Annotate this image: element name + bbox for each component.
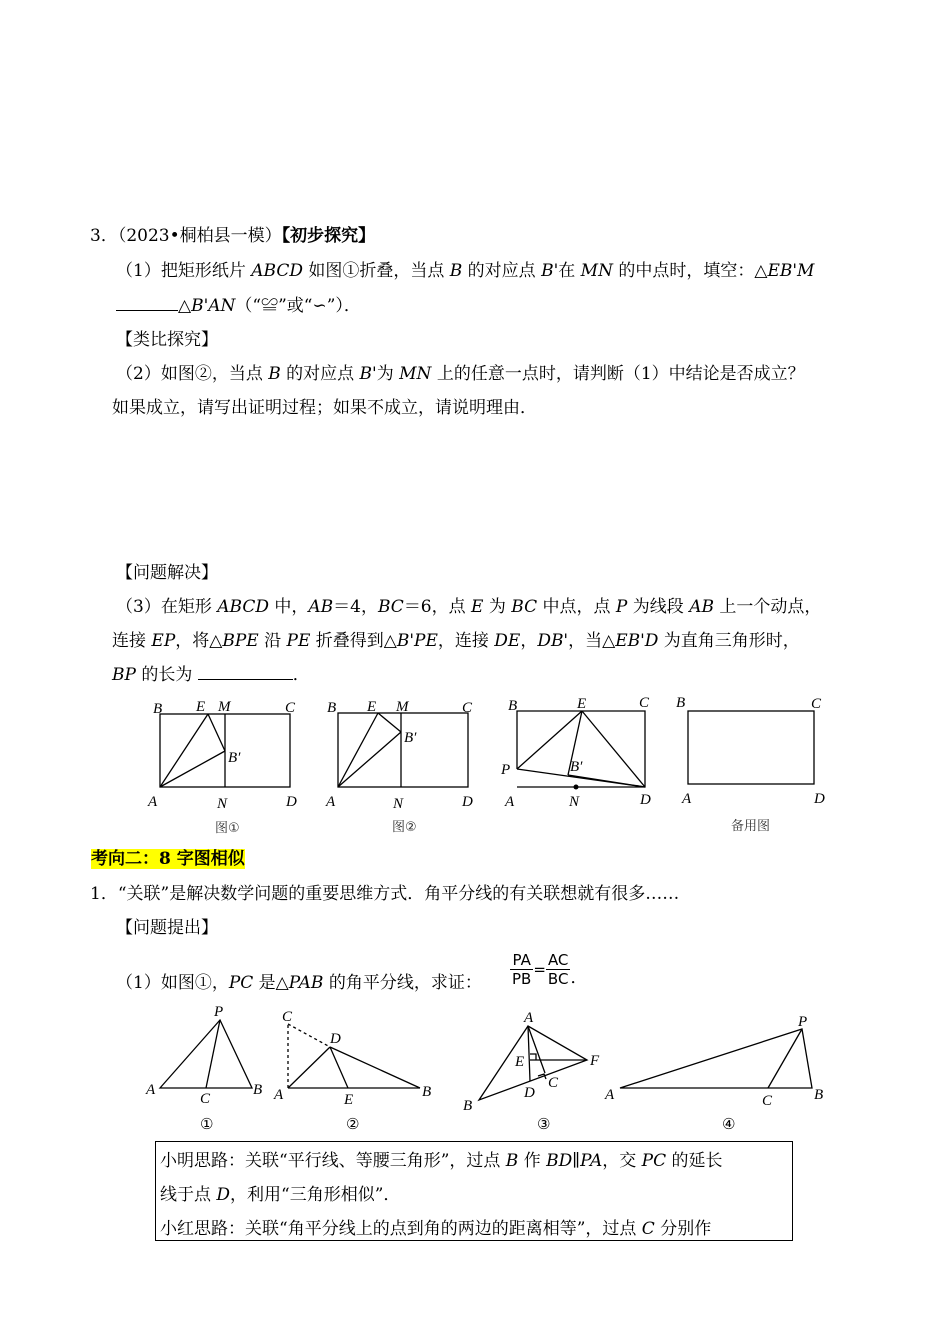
section-title: 考向二：8 字图相似 bbox=[91, 849, 245, 869]
q3-part2-line2: 如果成立，请写出证明过程；如果不成立，请说明理由． bbox=[112, 398, 537, 418]
label-B: B bbox=[153, 701, 163, 717]
label-E: E bbox=[344, 1092, 354, 1108]
fraction-pa-pb: $\frac{PA}{PB}$ bbox=[512, 951, 532, 988]
q1-fraction-equation: $\frac{PA}{PB}$ = $\frac{AC}{BC}$ ． bbox=[512, 951, 588, 988]
q3-figure-2 bbox=[323, 696, 483, 836]
hint-line-2: 线于点 D，利用“三角形相似”． bbox=[160, 1185, 401, 1205]
label-M: M bbox=[396, 699, 409, 715]
label-C: C bbox=[762, 1093, 773, 1109]
label-A: A bbox=[605, 1087, 615, 1103]
label-P: P bbox=[798, 1014, 808, 1030]
label-E: E bbox=[577, 696, 587, 712]
label-C: C bbox=[462, 700, 473, 716]
label-N: N bbox=[393, 796, 404, 812]
q3-figure-spare bbox=[675, 696, 840, 836]
q3-part1-line2: △B'AN（“≌”或“∽”）． bbox=[116, 294, 361, 318]
hint-line-3: 小红思路：关联“角平分线上的点到角的两边的距离相等”，过点 C 分别作 bbox=[160, 1219, 712, 1239]
label-E: E bbox=[367, 699, 377, 715]
q3-section-solve: 【问题解决】 bbox=[116, 563, 218, 583]
answer-blank-1[interactable] bbox=[116, 294, 178, 311]
label-P: P bbox=[501, 762, 511, 778]
q1-figure-3 bbox=[455, 1002, 615, 1137]
label-A: A bbox=[146, 1082, 156, 1098]
hint-line-1: 小明思路：关联“平行线、等腰三角形”，过点 B 作 BD∥PA，交 PC 的延长 bbox=[160, 1151, 723, 1171]
label-F: F bbox=[590, 1053, 600, 1069]
label-A: A bbox=[148, 794, 158, 810]
label-E: E bbox=[196, 699, 206, 715]
label-B: B bbox=[508, 698, 518, 714]
q1-figure-4 bbox=[600, 1002, 840, 1137]
label-D: D bbox=[524, 1085, 535, 1101]
label-C: C bbox=[811, 696, 822, 712]
fig-num-2: ② bbox=[346, 1115, 360, 1133]
q3-part3-line2: 连接 EP，将△BPE 沿 PE 折叠得到△B'PE，连接 DE，DB'，当△EB'D 为直角三角形时， bbox=[112, 631, 800, 651]
label-C: C bbox=[639, 695, 650, 711]
label-D: D bbox=[814, 791, 825, 807]
q3-figure-3 bbox=[500, 696, 660, 816]
answer-blank-2[interactable] bbox=[198, 663, 293, 680]
label-B: B bbox=[253, 1082, 263, 1098]
label-B: B bbox=[814, 1087, 824, 1103]
label-N: N bbox=[569, 794, 580, 810]
label-C: C bbox=[282, 1009, 293, 1025]
point-N bbox=[574, 785, 579, 790]
q3-part3-line3: BP 的长为 ． bbox=[112, 665, 310, 685]
question-3-header: 3．（2023•桐柏县一模）【初步探究】 bbox=[90, 226, 376, 246]
q1-part1: （1）如图①，PC 是△PAB 的角平分线，求证： bbox=[116, 973, 482, 993]
label-Bp: B′ bbox=[570, 759, 583, 775]
fig-num-1: ① bbox=[200, 1115, 214, 1133]
label-A: A bbox=[524, 1010, 534, 1026]
q1-section: 【问题提出】 bbox=[116, 918, 218, 938]
q1-figure-2 bbox=[270, 1002, 440, 1137]
label-A: A bbox=[505, 794, 515, 810]
label-A: A bbox=[682, 791, 692, 807]
label-D: D bbox=[640, 792, 651, 808]
label-B: B bbox=[676, 695, 686, 711]
q3-part2-line1: （2）如图②，当点 B 的对应点 B'为 MN 上的任意一点时，请判断（1）中结论是否成立？ bbox=[116, 364, 805, 384]
label-B: B bbox=[463, 1098, 473, 1114]
fig-caption-1: 图① bbox=[215, 821, 240, 836]
label-A: A bbox=[274, 1087, 284, 1103]
fraction-ac-bc: $\frac{AC}{BC}$ bbox=[547, 951, 569, 988]
q3-part3-line1: （3）在矩形 ABCD 中，AB＝4，BC＝6，点 E 为 BC 中点，点 P 为线段 AB 上一个动点， bbox=[116, 597, 822, 617]
label-D: D bbox=[330, 1031, 341, 1047]
label-Bp: B′ bbox=[404, 730, 417, 746]
q3-figure-1 bbox=[145, 696, 305, 836]
label-D: D bbox=[286, 794, 297, 810]
q1-intro: 1．“关联”是解决数学问题的重要思维方式．角平分线的有关联想就有很多…… bbox=[90, 884, 680, 904]
label-C: C bbox=[548, 1075, 559, 1091]
label-P: P bbox=[214, 1004, 224, 1020]
fig-caption-spare: 备用图 bbox=[731, 819, 771, 834]
q3-section-analogy: 【类比探究】 bbox=[116, 330, 218, 350]
label-A: A bbox=[326, 794, 336, 810]
label-B: B bbox=[327, 700, 337, 716]
q1-figure-1 bbox=[140, 1002, 270, 1137]
fig-num-4: ④ bbox=[722, 1115, 736, 1133]
label-M: M bbox=[218, 699, 231, 715]
label-C: C bbox=[285, 700, 296, 716]
q3-part1-line1: （1）把矩形纸片 ABCD 如图①折叠，当点 B 的对应点 B'在 MN 的中点时，填空：△EB'M bbox=[116, 261, 815, 281]
label-C: C bbox=[200, 1091, 211, 1107]
label-E: E bbox=[515, 1054, 525, 1070]
label-D: D bbox=[462, 794, 473, 810]
fig-caption-2: 图② bbox=[392, 820, 417, 835]
label-N: N bbox=[217, 796, 228, 812]
label-B: B bbox=[422, 1084, 432, 1100]
label-Bp: B′ bbox=[228, 750, 241, 766]
fig-num-3: ③ bbox=[537, 1115, 551, 1133]
